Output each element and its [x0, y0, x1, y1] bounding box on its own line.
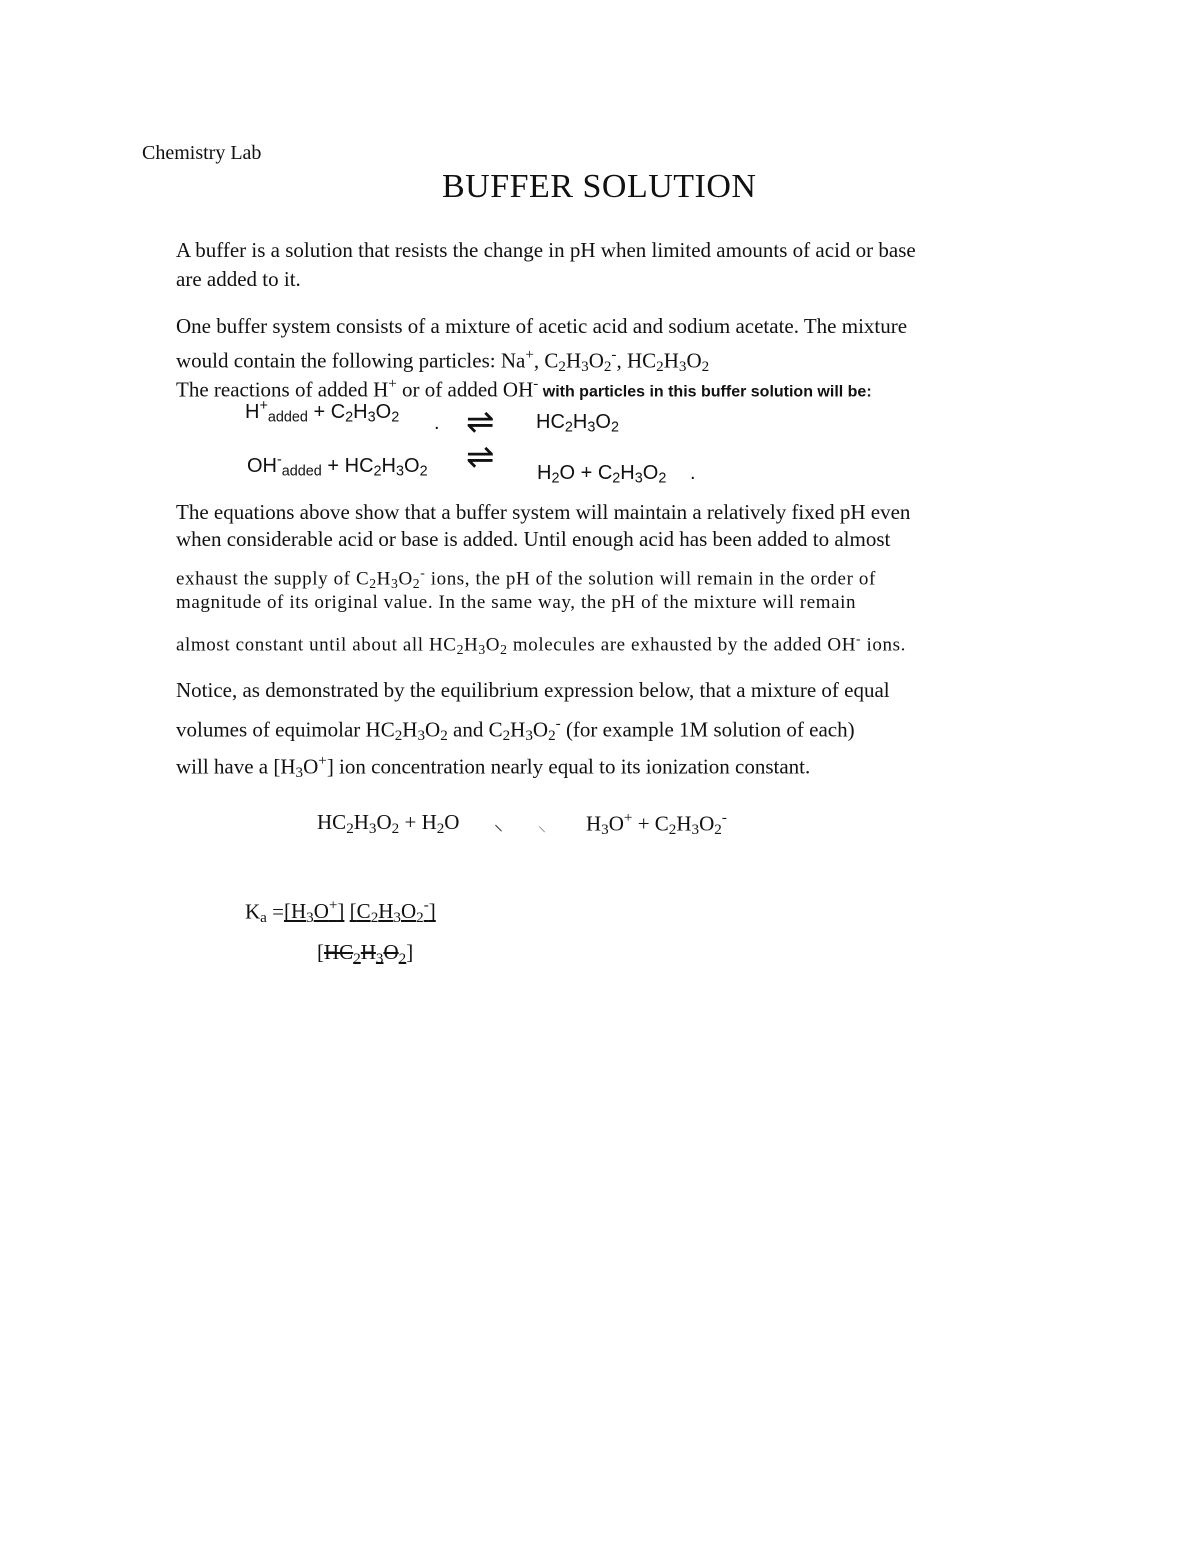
- reaction-2: $OH^-_{added} + HC_2H_3O_2$: [247, 452, 428, 480]
- reaction-2-product: $H_2O + C_2H_3O_2$: [537, 462, 667, 487]
- ka-denominator: $[HC_2H_3O_2]$: [317, 940, 414, 967]
- para1-line2: are added to it.: [176, 267, 301, 291]
- para4-line1: The equations above show that a buffer system will maintain a relatively fixed pH even: [176, 500, 911, 524]
- course-label: Chemistry Lab: [142, 142, 262, 164]
- para2-line2: would contain the following particles: Na+, $C_2H_3O_2^-$, $HC_2H_3O_2$: [176, 347, 710, 376]
- page-title: BUFFER SOLUTION: [442, 168, 757, 205]
- para4-line3: exhaust the supply of $C_2H_3O_2^-$ ions, the pH of the solution will remain in the order of: [176, 565, 876, 591]
- para4-line4: magnitude of its original value. In the same way, the pH of the mixture will remain: [176, 592, 857, 613]
- para4-line2: when considerable acid or base is added. Until enough acid has been added to almost: [176, 527, 891, 551]
- reaction-2-dot: .: [690, 462, 696, 484]
- para1-line1: A buffer is a solution that resists the change in pH when limited amounts of acid or base: [176, 238, 916, 262]
- reaction-1-dot: .: [434, 412, 440, 434]
- para5-line3: will have a $[H_3O^+]$ ion concentration nearly equal to its ionization constant.: [176, 753, 811, 782]
- para2-line1: One buffer system consists of a mixture of acetic acid and sodium acetate. The mixture: [176, 314, 908, 338]
- equilibrium-arrow-left-icon: ⸜: [494, 814, 503, 834]
- para5-line1: Notice, as demonstrated by the equilibrium expression below, that a mixture of equal: [176, 678, 890, 702]
- ionization-equation-right: $H_3O^+ + C_2H_3O_2^-$: [586, 810, 727, 839]
- ionization-equation-left: $HC_2H_3O_2 + H_2O$: [317, 810, 460, 837]
- para3-line: The reactions of added H+ or of added OH- with particles in this buffer solution will be:: [176, 376, 872, 402]
- para5-line2: volumes of equimolar $HC_2H_3O_2$ and $C_2H_3O_2^-$ (for example 1M solution of each): [176, 716, 855, 745]
- equilibrium-arrow-icon: ⇌: [466, 402, 495, 442]
- equilibrium-arrow-right-icon: ⸜: [538, 818, 547, 835]
- ka-expression: $K_a =[H_3O^+]$ $[C_2H_3O_2^-]$: [245, 898, 436, 927]
- reaction-1: $H^+_{added} + C_2H_3O_2$: [245, 398, 400, 426]
- para4-line5: almost constant until about all $HC_2H_3O_2$ molecules are exhausted by the added OH- ions.: [176, 631, 906, 657]
- equilibrium-arrow-icon: ⇌: [466, 437, 495, 477]
- reaction-1-product: $HC_2H_3O_2$: [536, 411, 619, 436]
